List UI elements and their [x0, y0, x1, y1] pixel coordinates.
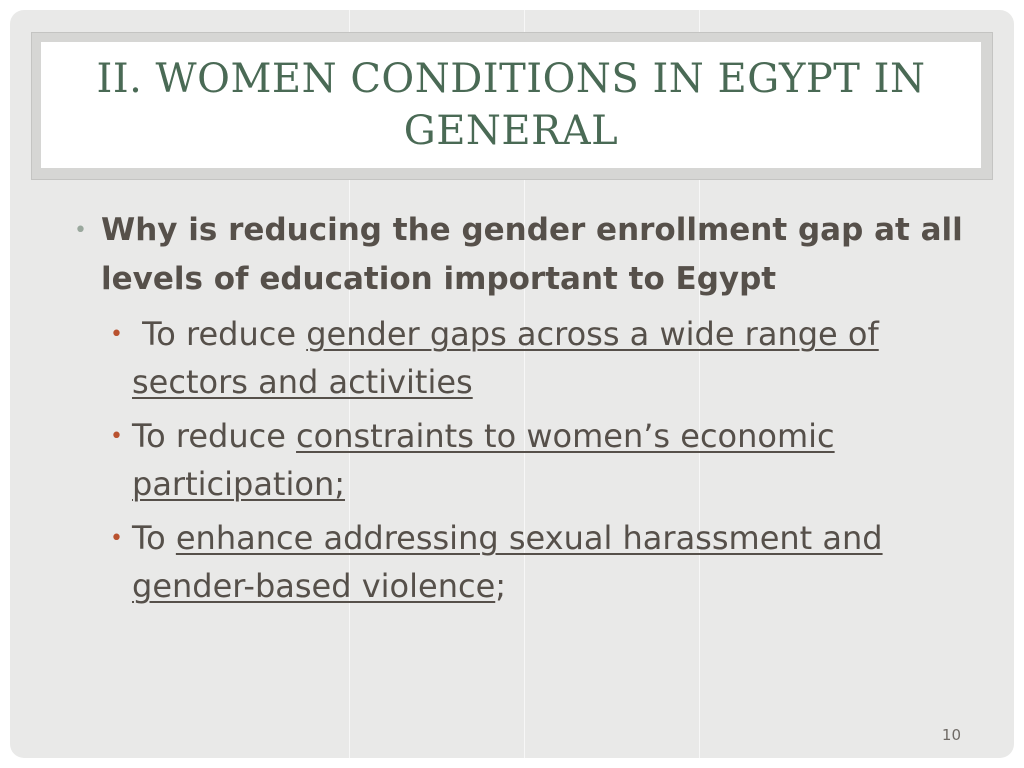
sub-bullet-link[interactable]: constraints to women’s economic participation; [132, 417, 835, 503]
sub-bullet [70, 412, 970, 508]
question-text: Why is reducing the gender enrollment gap at all levels of education important to Egypt [101, 212, 963, 297]
slide-number: 10 [941, 726, 961, 744]
sub-bullet-prefix: To reduce [132, 417, 297, 455]
slide-title: II. WOMEN CONDITIONS IN EGYPT IN GENERAL [96, 56, 926, 154]
sub-bullet-link[interactable]: gender gaps across a wide range of sectors and activities [132, 315, 879, 401]
sub-bullet-text [132, 417, 835, 503]
sub-bullet-text [132, 519, 883, 605]
sub-bullet [70, 310, 970, 406]
slide [10, 10, 1014, 758]
sub-bullet-prefix: To reduce [132, 315, 307, 353]
question-bullet [70, 206, 970, 304]
sub-bullet-link[interactable]: enhance addressing sexual harassment and gender-based violence [132, 519, 883, 605]
title-box [41, 42, 981, 168]
bullet-dot-icon: • [74, 218, 87, 243]
title-frame [31, 32, 993, 180]
bullet-dot-icon: • [110, 526, 123, 551]
slide-content [70, 206, 970, 610]
sub-bullet-suffix: ; [495, 567, 507, 605]
sub-bullet-text [132, 315, 879, 401]
bullet-dot-icon: • [110, 322, 123, 347]
sub-bullet [70, 514, 970, 610]
bullet-dot-icon: • [110, 424, 123, 449]
sub-bullet-prefix: To [132, 519, 176, 557]
